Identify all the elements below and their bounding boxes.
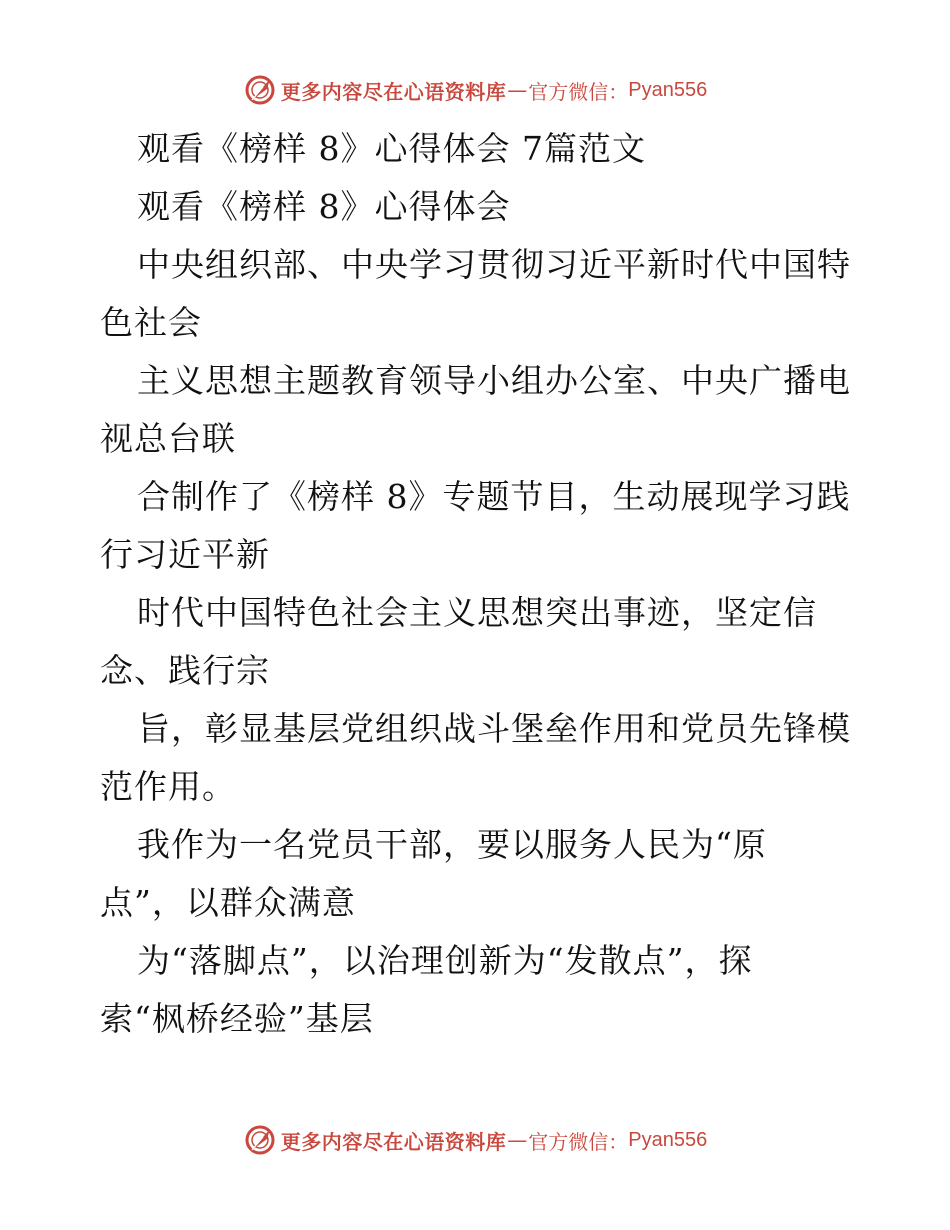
banner-separator: — [507, 78, 528, 102]
paragraph-line: 时代中国特色社会主义思想突出事迹，坚定信 [137, 593, 817, 632]
footer-banner [0, 1120, 950, 1160]
paragraph-line: 合制作了《榜样 8》专题节目，生动展现学习践 [137, 477, 851, 516]
paragraph-line: 点”，以群众满意 [100, 883, 356, 922]
quill-pen-circle-icon [243, 73, 277, 107]
paragraph-line: 我作为一名党员干部，要以服务人民为“原 [137, 825, 767, 864]
banner-wechat-label: 官方微信： [528, 79, 629, 104]
banner-wechat-id: Pyan556 [628, 78, 708, 101]
document-body [100, 120, 860, 1048]
banner-title: 更多内容尽在心语资料库 [280, 1129, 507, 1154]
paragraph-line: 念、践行宗 [100, 651, 270, 690]
header-banner [0, 70, 950, 110]
paragraph-line: 为“落脚点”，以治理创新为“发散点”，探 [137, 941, 753, 980]
paragraph-line: 范作用。 [100, 767, 236, 806]
document-title: 观看《榜样 8》心得体会 7篇范文 [137, 129, 646, 168]
banner-wechat-id: Pyan556 [628, 1128, 708, 1151]
paragraph-line: 索“枫桥经验”基层 [100, 999, 374, 1038]
paragraph-line: 主义思想主题教育领导小组办公室、中央广播电 [137, 361, 851, 400]
banner-title: 更多内容尽在心语资料库 [280, 79, 507, 104]
document-subtitle: 观看《榜样 8》心得体会 [137, 187, 511, 226]
paragraph-line: 中央组织部、中央学习贯彻习近平新时代中国特 [137, 245, 851, 284]
banner-separator: — [507, 1128, 528, 1152]
quill-pen-circle-icon [243, 1123, 277, 1157]
paragraph-line: 行习近平新 [100, 535, 270, 574]
banner-wechat-label: 官方微信： [528, 1129, 629, 1154]
paragraph-line: 色社会 [100, 303, 202, 342]
paragraph-line: 视总台联 [100, 419, 236, 458]
paragraph-line: 旨，彰显基层党组织战斗堡垒作用和党员先锋模 [137, 709, 851, 748]
